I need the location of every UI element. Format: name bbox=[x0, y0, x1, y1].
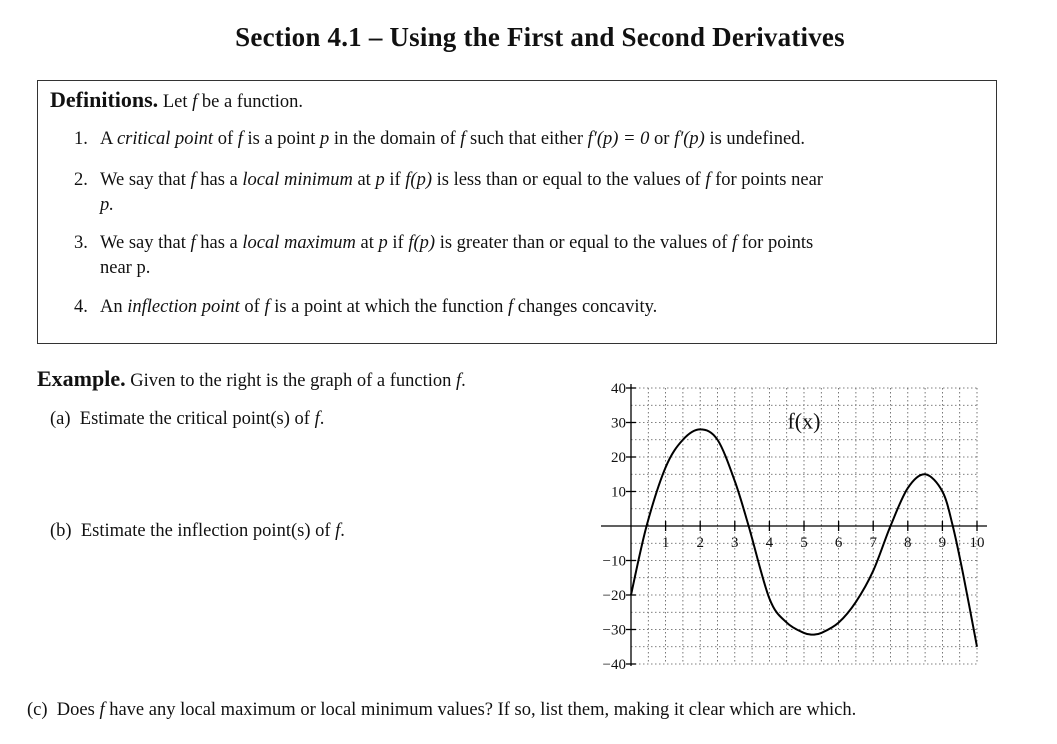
definition-item-critical-point: 1. A critical point of f is a point p in the domain of f such that either f′(p) = 0 or f′(p) is undefined. bbox=[74, 129, 806, 149]
svg-text:9: 9 bbox=[938, 535, 947, 551]
svg-text:4: 4 bbox=[765, 535, 774, 551]
graph-tick-labels bbox=[603, 381, 985, 673]
svg-text:40: 40 bbox=[611, 381, 626, 397]
svg-text:5: 5 bbox=[800, 535, 808, 551]
definitions-heading: Definitions. Let f be a function. bbox=[50, 87, 304, 112]
svg-text:10: 10 bbox=[611, 484, 626, 501]
svg-text:3: 3 bbox=[731, 535, 739, 551]
definition-item-inflection-point: 4. An inflection point of f is a point at which the function f changes concavity. bbox=[74, 297, 658, 317]
svg-text:20: 20 bbox=[611, 450, 626, 466]
definition-item-local-maximum: 3. We say that f has a local maximum at p if f(p) is greater than or equal to the values of f for points near p. bbox=[74, 233, 814, 278]
function-label: f(x) bbox=[787, 408, 821, 434]
graph-axes bbox=[601, 384, 987, 666]
svg-text:−10: −10 bbox=[602, 553, 626, 570]
svg-text:6: 6 bbox=[834, 535, 843, 551]
svg-text:−40: −40 bbox=[602, 657, 626, 673]
question-a: (a) Estimate the critical point(s) of f. bbox=[50, 409, 325, 429]
graph-grid bbox=[631, 388, 977, 664]
svg-text:1: 1 bbox=[661, 535, 670, 551]
svg-text:30: 30 bbox=[611, 415, 626, 432]
definition-item-local-minimum: 2. We say that f has a local minimum at p if f(p) is less than or equal to the values of f for points near p. bbox=[74, 170, 823, 215]
svg-text:−20: −20 bbox=[602, 588, 626, 604]
question-b: (b) Estimate the inflection point(s) of f. bbox=[50, 521, 345, 541]
svg-text:−30: −30 bbox=[602, 622, 626, 639]
svg-text:2: 2 bbox=[696, 535, 704, 551]
example-heading: Example. Given to the right is the graph of a function f. bbox=[37, 366, 466, 391]
page-title: Section 4.1 – Using the First and Second Derivatives bbox=[235, 22, 845, 52]
question-c: (c) Does f have any local maximum or local minimum values? If so, list them, making it clear which are which. bbox=[27, 700, 857, 720]
function-curve bbox=[631, 429, 977, 646]
svg-text:8: 8 bbox=[904, 535, 912, 551]
svg-text:7: 7 bbox=[869, 535, 877, 551]
svg-text:10: 10 bbox=[969, 535, 985, 551]
definitions-box bbox=[37, 80, 997, 344]
